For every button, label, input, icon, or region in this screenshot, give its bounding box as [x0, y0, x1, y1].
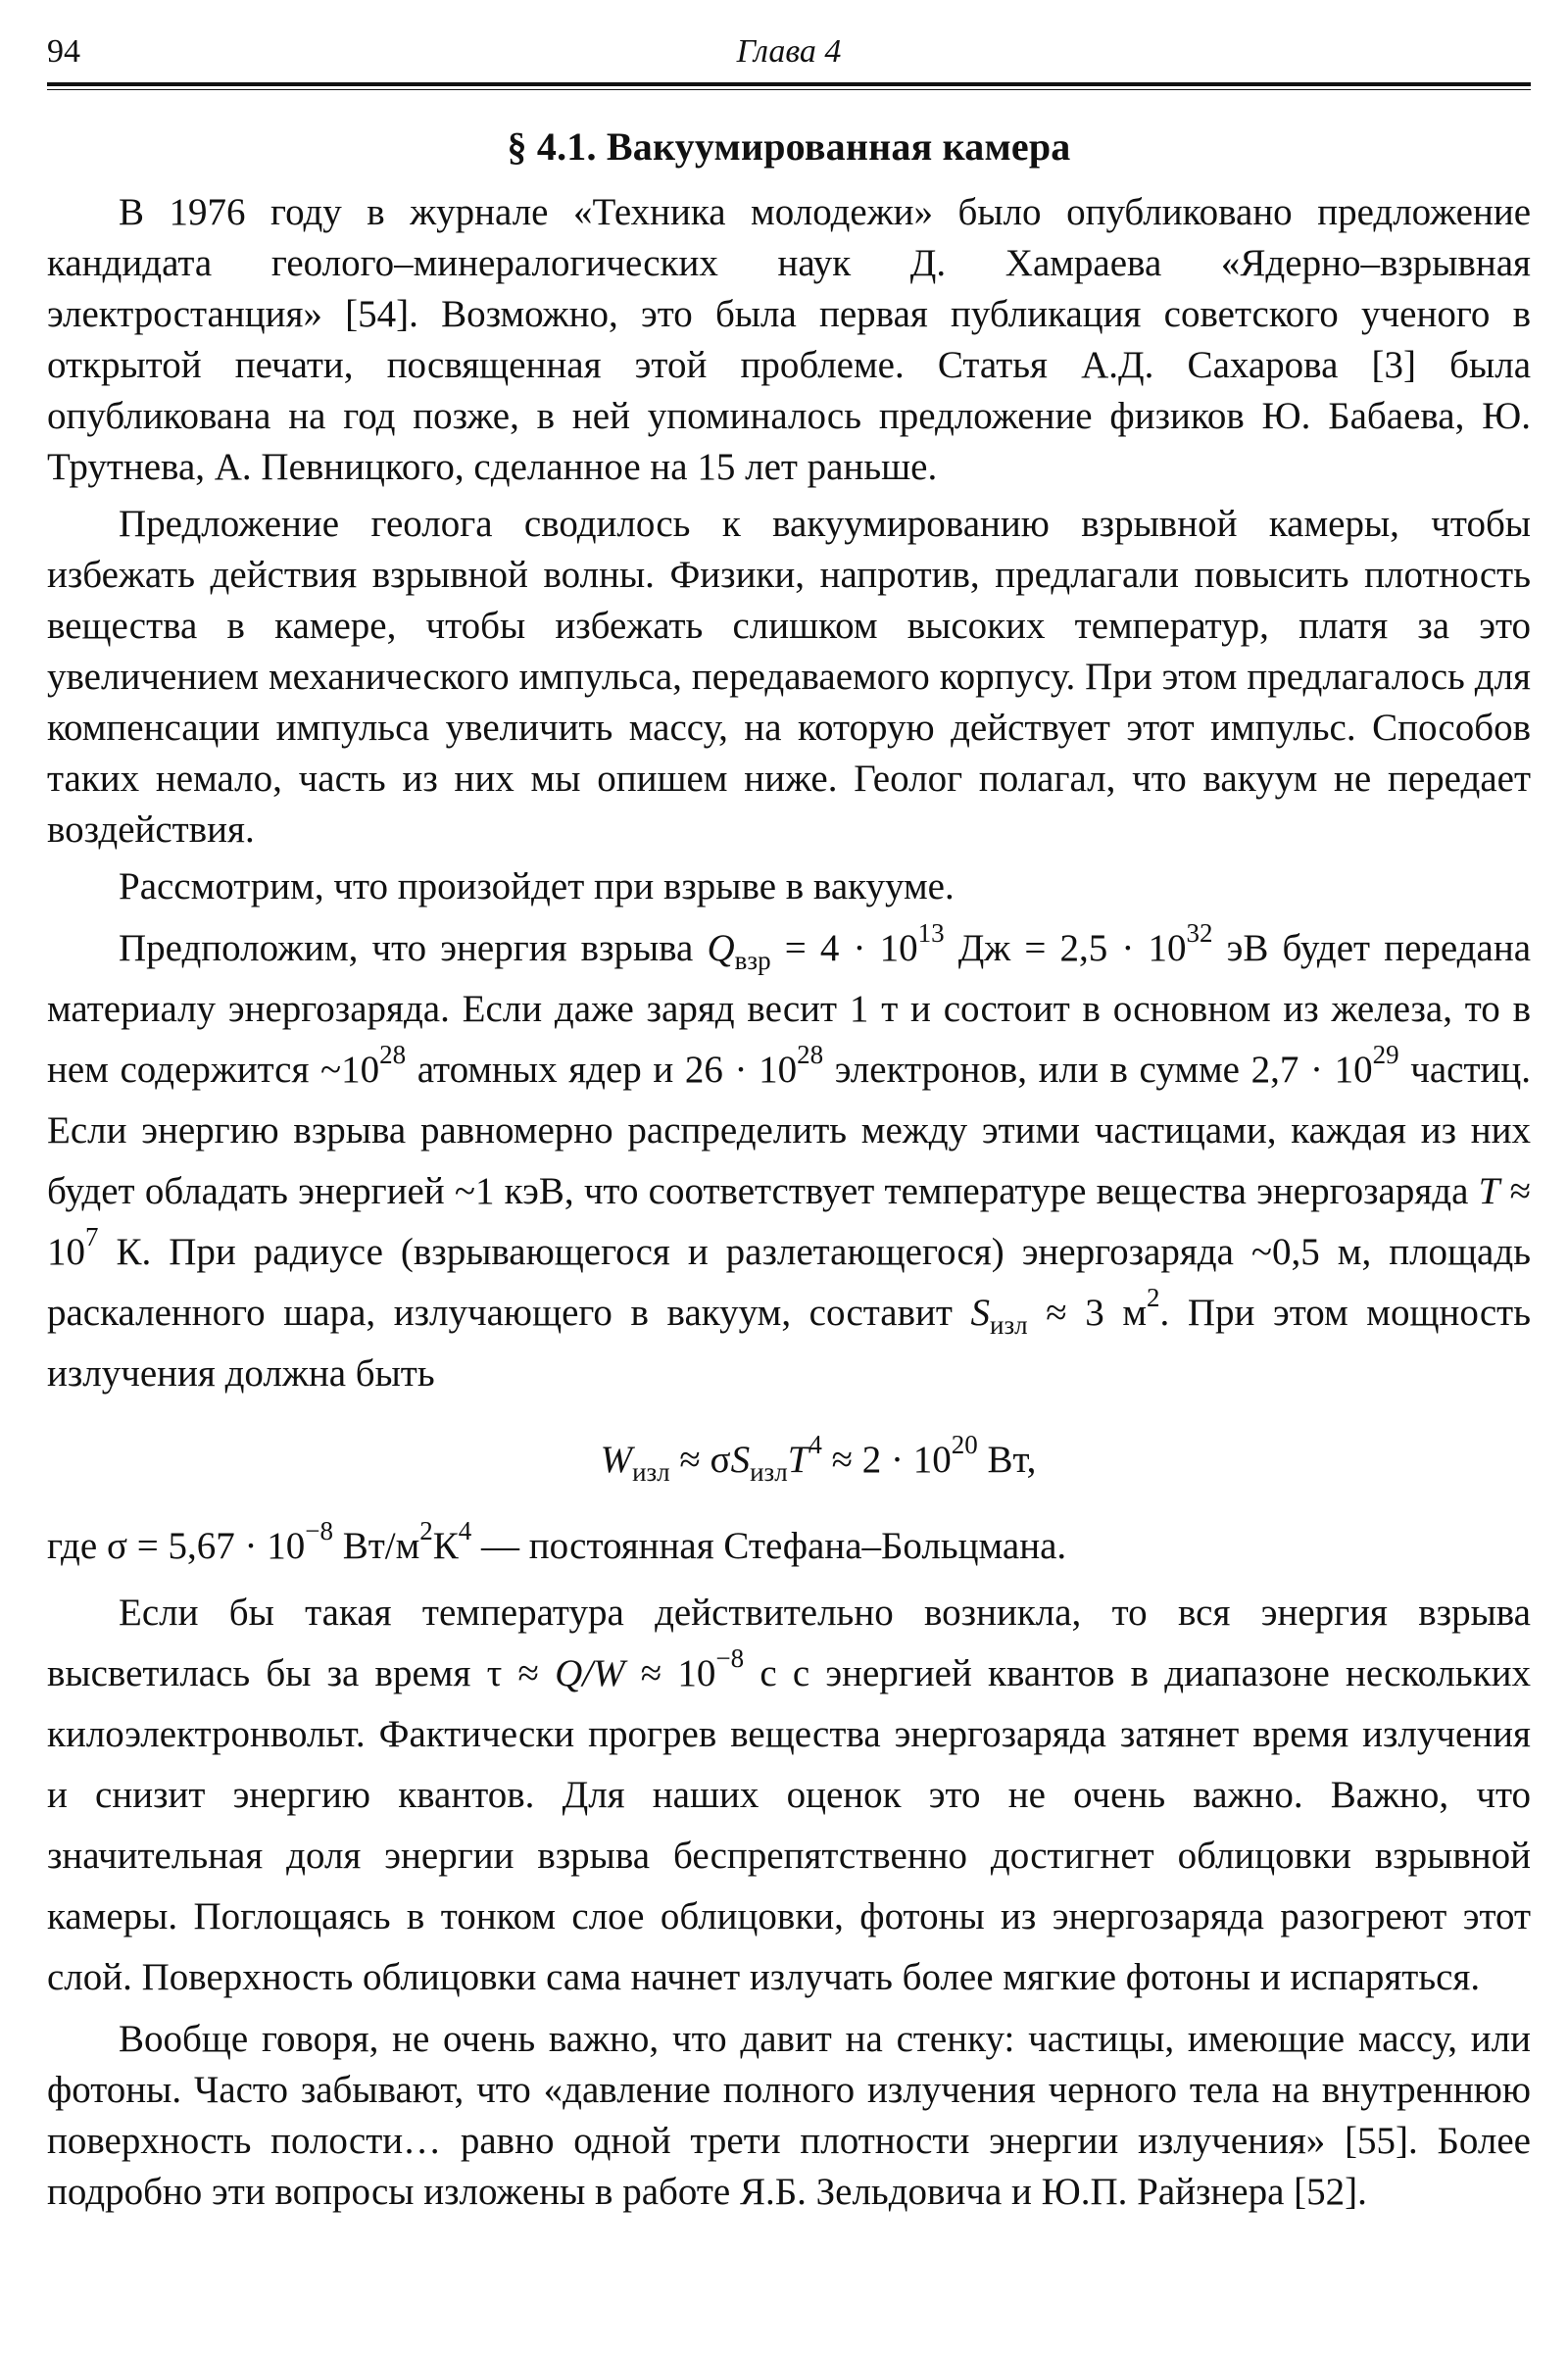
text: Дж = 2,5 · 10	[944, 927, 1187, 969]
exponent: 4	[808, 1430, 822, 1459]
exponent: 28	[379, 1040, 407, 1069]
header-rule-thick	[47, 82, 1531, 86]
exponent: 13	[917, 918, 945, 948]
text: ≈ 3 м	[1027, 1292, 1148, 1334]
symbol-w: W	[593, 1652, 625, 1694]
paragraph-1: В 1976 году в журнале «Техника молодежи» было опубликовано предложение кандидата геолого–минералогических наук Д. Хамраева «Ядерно–взрывная электростанция» [54]. Возможно, это была первая публикация советского ученого в открытой печати, посвященная этой проблеме. Статья А.Д. Сахарова [3] была опубликована на год позже, в ней упоминалось предложение физиков Ю. Бабаева, Ю. Трутнева, А. Певницкого, сделанное на 15 лет раньше.	[47, 191, 1531, 488]
book-page	[47, 33, 1531, 2218]
page-number: 94	[47, 33, 80, 70]
exponent: 7	[85, 1222, 99, 1251]
running-head	[47, 33, 1531, 73]
text: частиц. Если энергию взрыва равномерно распределить между этими частицами, каждая из них будет обладать энергией ~1 кэВ, что соответствует температуре вещества энергозаряда	[47, 1049, 1531, 1212]
text: = 4 · 10	[770, 927, 918, 969]
paragraph-4	[47, 918, 1531, 1404]
exponent: 28	[797, 1040, 824, 1069]
exponent: −8	[715, 1643, 745, 1673]
symbol-q: Q	[707, 927, 735, 969]
paragraph-2: Предложение геолога сводилось к вакуумированию взрывной камеры, чтобы избежать действия взрывной волны. Физики, напротив, предлагали повысить плотность вещества в камере, чтобы избежать слишком высоких температур, платя за это увеличением механического импульса, передаваемого корпусу. При этом предлагалось для компенсации импульса увеличить массу, на которую действует этот импульс. Способов таких немало, часть из них мы опишем ниже. Геолог полагал, что вакуум не передает воздействия.	[47, 503, 1531, 851]
text: К. При радиусе (взрывающегося и разлетающегося) энергозаряда ~0,5 м, площадь раскаленного шара, излучающего в вакуум, составит	[47, 1231, 1531, 1334]
exponent: 2	[1147, 1283, 1160, 1312]
symbol-t: T	[1478, 1170, 1500, 1212]
text: ≈ 10	[624, 1652, 716, 1694]
text: ≈ σ	[669, 1439, 731, 1481]
text: Вт,	[977, 1439, 1037, 1481]
slash: /	[582, 1652, 594, 1694]
text: атомных ядер и 26 · 10	[406, 1049, 798, 1091]
exponent: 29	[1372, 1040, 1399, 1069]
text: Предположим, что энергия взрыва	[119, 927, 708, 969]
text: ≈ 2 · 10	[821, 1439, 952, 1481]
text: К	[432, 1525, 459, 1567]
text: Вт/м	[332, 1525, 420, 1567]
header-rule-thin	[47, 89, 1531, 90]
exponent: 32	[1186, 918, 1213, 948]
text: Если бы такая температура действительно возникла, то вся энергия взрыва высветилась бы за время τ ≈	[47, 1592, 1531, 1694]
symbol-q: Q	[555, 1652, 583, 1694]
section-title: § 4.1. Вакуумированная камера	[507, 124, 1071, 169]
paragraph-7: Вообще говоря, не очень важно, что давит на стенку: частицы, имеющие массу, или фотоны. Часто забывают, что «давление полного излучения черного тела на внутреннюю поверхность полости… равно одной трети плотности энергии излучения» [55]. Более подробно эти вопросы изложены в работе Я.Б. Зельдовича и Ю.П. Райзнера [52].	[47, 2018, 1531, 2213]
text: электронов, или в сумме 2,7 · 10	[823, 1049, 1373, 1091]
paragraph-6	[47, 1583, 1531, 2008]
paragraph-5	[47, 1516, 1531, 1577]
chapter-title: Глава 4	[736, 33, 842, 70]
radiation-power-formula	[47, 1430, 1531, 1491]
text: с с энергией квантов в диапазоне нескольких килоэлектронвольт. Фактически прогрев вещества энергозаряда затянет время излучения и снизит энергию квантов. Для наших оценок это не очень важно. Важно, что значительная доля энергии взрыва беспрепятственно достигнет облицовки взрывной камеры. Поглощаясь в тонком слое облицовки, фотоны из энергозаряда разогреют этот слой. Поверхность облицовки сама начнет излучать более мягкие фотоны и испаряться.	[47, 1652, 1532, 1998]
symbol-s: S	[730, 1439, 751, 1481]
subscript: изл	[750, 1457, 788, 1487]
exponent: 20	[951, 1430, 978, 1459]
subscript: изл	[632, 1457, 670, 1487]
symbol-w: W	[600, 1439, 633, 1481]
text: . При этом мощность излучения должна быть	[47, 1292, 1531, 1395]
subscript: изл	[990, 1310, 1028, 1340]
text: где σ = 5,67 · 10	[47, 1525, 306, 1567]
subscript: взр	[734, 946, 771, 975]
text: — постоянная Стефана–Больцмана.	[471, 1525, 1067, 1567]
symbol-s: S	[970, 1292, 991, 1334]
text: ≈ 10	[47, 1170, 1531, 1273]
symbol-t: T	[787, 1439, 809, 1481]
paragraph-3: Рассмотрим, что произойдет при взрыве в вакууме.	[119, 865, 955, 907]
exponent: 4	[458, 1516, 472, 1545]
text: эВ будет передана материалу энергозаряда. Если даже заряд весит 1 т и состоит в основном из железа, то в нем содержится ~10	[47, 927, 1532, 1091]
exponent: 2	[419, 1516, 433, 1545]
exponent: −8	[305, 1516, 333, 1545]
